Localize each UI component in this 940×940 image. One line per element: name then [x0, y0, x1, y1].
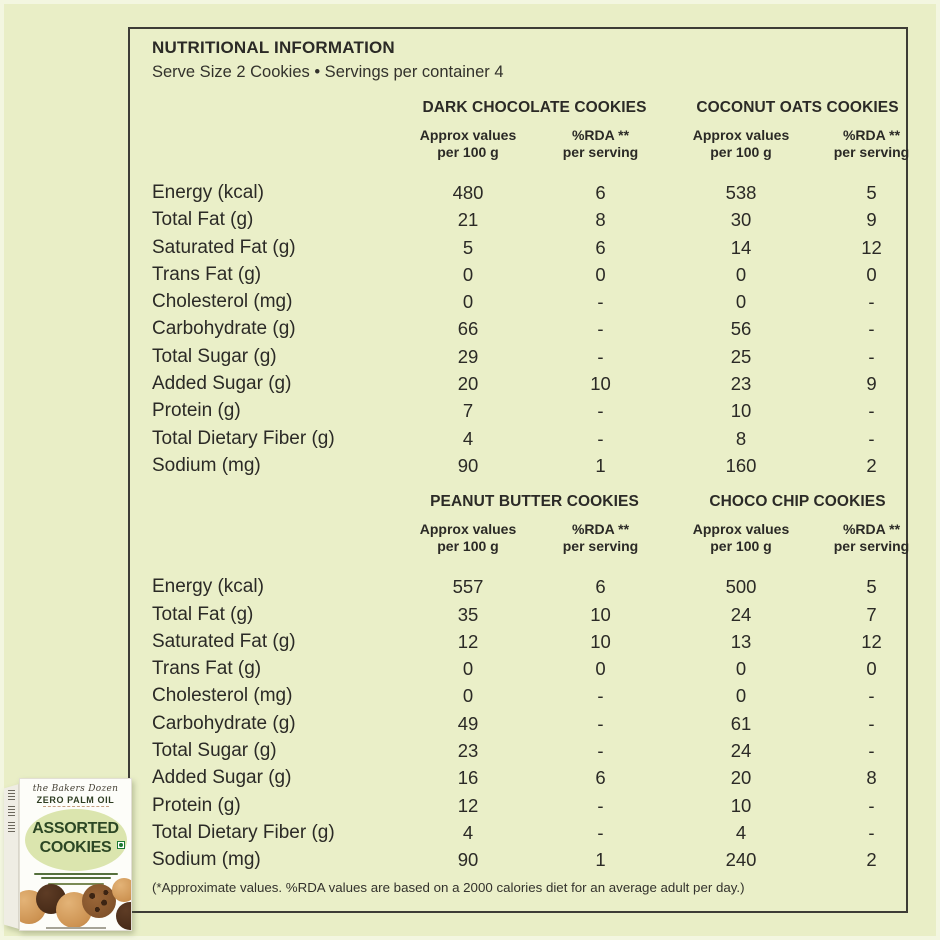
- nutrient-value: 557: [452, 576, 484, 598]
- nutrient-label: Added Sugar (g): [152, 767, 292, 789]
- nutrient-label: Trans Fat (g): [152, 263, 262, 285]
- nutrient-value: 8: [735, 427, 747, 449]
- nutrient-value: 24: [730, 603, 752, 625]
- nutrition-table-bottom: [152, 493, 910, 873]
- nutrient-value: 7: [462, 400, 474, 422]
- column-header-approx: Approx values per 100 g: [419, 521, 517, 555]
- nutrient-label: Trans Fat (g): [152, 658, 262, 680]
- table-row: [152, 179, 906, 206]
- nutrient-value: 16: [457, 767, 479, 789]
- nutrient-value: 240: [725, 849, 757, 871]
- nutrient-value: 14: [730, 236, 752, 258]
- nutrient-value: 0: [462, 658, 474, 680]
- cookie-image: [116, 902, 132, 930]
- brand-logo: the Bakers Dozen: [32, 784, 119, 794]
- table-rows: [152, 179, 906, 479]
- nutrient-value: 0: [735, 263, 747, 285]
- table-row: [152, 288, 906, 315]
- nutrient-label: Protein (g): [152, 400, 241, 422]
- column-header-rda: %RDA ** per serving: [562, 521, 639, 555]
- table-row: [152, 234, 906, 261]
- nutrient-value: 10: [590, 603, 611, 625]
- table-row: [152, 710, 906, 737]
- nutrient-value: 0: [866, 263, 877, 285]
- panel-title: NUTRITIONAL INFORMATION: [152, 38, 395, 57]
- rda-footnote: (*Approximate values. %RDA values are based on a 2000 calories diet for an average adult per day.): [152, 879, 745, 895]
- table-row: [152, 261, 906, 288]
- table-row: [152, 370, 906, 397]
- serving-info: Serve Size 2 Cookies • Servings per container 4: [152, 63, 504, 81]
- nutrient-value: 5: [462, 236, 474, 258]
- nutrient-value: 29: [457, 345, 479, 367]
- column-header-approx: Approx values per 100 g: [692, 127, 790, 160]
- nutrient-value: -: [597, 685, 604, 707]
- nutrient-label: Carbohydrate (g): [152, 712, 296, 734]
- nutrient-value: 12: [861, 236, 882, 258]
- nutrient-value: 10: [730, 794, 752, 816]
- nutrient-value: 9: [866, 209, 877, 231]
- nutrient-value: 4: [462, 427, 474, 449]
- nutrient-value: -: [868, 291, 875, 313]
- nutrient-label: Total Sugar (g): [152, 345, 277, 367]
- nutrient-value: 0: [595, 658, 606, 680]
- table-row: [152, 343, 906, 370]
- nutrient-value: 10: [590, 630, 611, 652]
- nutrient-label: Sodium (mg): [152, 454, 261, 476]
- nutrient-value: -: [597, 712, 604, 734]
- nutrition-table-top: [152, 99, 910, 479]
- cookie-image: [82, 884, 116, 918]
- spine-text-decoration: [8, 790, 15, 800]
- nutrient-value: -: [597, 345, 604, 367]
- nutrient-value: 12: [861, 630, 882, 652]
- nutrient-value: -: [868, 685, 875, 707]
- product-title-badge: [25, 809, 127, 871]
- nutrient-value: -: [597, 427, 604, 449]
- spacer-cell: [152, 521, 402, 555]
- nutrient-value: -: [868, 318, 875, 340]
- nutrient-value: 49: [457, 712, 479, 734]
- table-row: [152, 655, 906, 682]
- product-name-header: CHOCO CHIP COOKIES: [709, 493, 886, 511]
- nutrient-value: -: [597, 821, 604, 843]
- product-name-header: COCONUT OATS COOKIES: [696, 99, 899, 116]
- nutrient-value: -: [597, 400, 604, 422]
- nutrient-value: 0: [735, 685, 747, 707]
- nutrient-value: 480: [452, 182, 484, 203]
- nutrient-value: 66: [457, 318, 479, 340]
- nutrient-value: 90: [457, 454, 479, 476]
- nutrient-value: -: [868, 345, 875, 367]
- nutrient-label: Saturated Fat (g): [152, 236, 296, 258]
- nutrient-value: 0: [735, 291, 747, 313]
- cookie-image: [112, 878, 132, 902]
- table-row: [152, 573, 906, 600]
- nutrient-value: 20: [457, 373, 479, 395]
- column-header-approx: Approx values per 100 g: [419, 127, 517, 160]
- nutrient-value: 35: [457, 603, 479, 625]
- nutrient-value: 10: [730, 400, 752, 422]
- nutrient-label: Total Fat (g): [152, 209, 254, 231]
- table-row: [152, 737, 906, 764]
- nutrient-value: 6: [595, 576, 606, 598]
- table-row: [152, 792, 906, 819]
- nutrient-value: 20: [730, 767, 752, 789]
- nutrient-value: -: [597, 318, 604, 340]
- table-row: [152, 846, 906, 873]
- nutrient-value: 1: [595, 849, 606, 871]
- table-row: [152, 397, 906, 424]
- nutrient-value: -: [868, 712, 875, 734]
- nutrient-value: 2: [866, 849, 877, 871]
- nutrient-value: -: [868, 794, 875, 816]
- box-front-panel: [19, 778, 132, 931]
- nutrient-label: Total Dietary Fiber (g): [152, 821, 335, 843]
- nutrient-value: 25: [730, 345, 752, 367]
- spine-text-decoration: [8, 822, 15, 832]
- table-row: [152, 819, 906, 846]
- nutrient-value: 0: [462, 263, 474, 285]
- nutrient-value: 5: [866, 182, 877, 203]
- nutrient-value: -: [868, 740, 875, 762]
- nutrient-value: 7: [866, 603, 877, 625]
- nutrient-value: 5: [866, 576, 877, 598]
- nutrient-value: 2: [866, 454, 877, 476]
- column-header-approx: Approx values per 100 g: [692, 521, 790, 555]
- spine-text-decoration: [8, 806, 15, 816]
- column-header-rda: %RDA ** per serving: [833, 521, 910, 555]
- nutrient-value: 500: [725, 576, 757, 598]
- column-header-rda: %RDA ** per serving: [562, 127, 639, 160]
- nutrient-label: Protein (g): [152, 794, 241, 816]
- nutrient-label: Energy (kcal): [152, 182, 264, 203]
- nutrient-label: Sodium (mg): [152, 849, 261, 871]
- nutrient-label: Energy (kcal): [152, 576, 264, 598]
- table-row: [152, 601, 906, 628]
- table-row: [152, 425, 906, 452]
- tagline-underline: [43, 806, 109, 807]
- nutrient-value: 1: [595, 454, 606, 476]
- nutrient-value: 0: [462, 291, 474, 313]
- nutrient-label: Total Fat (g): [152, 603, 254, 625]
- product-title-line2: COOKIES: [39, 839, 112, 856]
- product-title-line1: ASSORTED: [32, 820, 119, 837]
- nutrient-value: 21: [457, 209, 479, 231]
- nutrient-value: 23: [457, 740, 479, 762]
- product-name-header: PEANUT BUTTER COOKIES: [430, 493, 639, 511]
- nutrient-value: 61: [730, 712, 752, 734]
- spacer-cell: [152, 493, 402, 511]
- nutrient-value: 4: [735, 821, 747, 843]
- nutrient-value: -: [868, 821, 875, 843]
- nutrient-label: Cholesterol (mg): [152, 685, 293, 707]
- nutrient-value: -: [597, 291, 604, 313]
- nutrient-value: -: [868, 400, 875, 422]
- table-row: [152, 452, 906, 479]
- zero-palm-oil-label: ZERO PALM OIL: [36, 795, 115, 805]
- nutrient-value: 0: [462, 685, 474, 707]
- column-header-rda: %RDA ** per serving: [833, 127, 910, 160]
- nutrient-value: -: [597, 794, 604, 816]
- nutrient-label: Saturated Fat (g): [152, 630, 296, 652]
- nutrient-value: 538: [725, 182, 757, 203]
- product-name-header: DARK CHOCOLATE COOKIES: [422, 99, 647, 116]
- nutrient-value: 13: [730, 630, 752, 652]
- nutrient-value: 160: [725, 454, 757, 476]
- spacer-cell: [152, 127, 402, 161]
- spacer-cell: [152, 99, 402, 117]
- nutrient-value: 12: [457, 794, 479, 816]
- nutrient-label: Total Dietary Fiber (g): [152, 427, 335, 449]
- nutrient-label: Added Sugar (g): [152, 373, 292, 395]
- nutrient-value: 6: [595, 236, 606, 258]
- nutrient-label: Cholesterol (mg): [152, 291, 293, 313]
- nutrient-value: 23: [730, 373, 752, 395]
- product-box-image: [4, 774, 136, 936]
- table-row: [152, 628, 906, 655]
- vegetarian-mark-icon: [117, 841, 125, 849]
- nutrient-value: 56: [730, 318, 752, 340]
- table-row: [152, 206, 906, 233]
- nutrient-value: 6: [595, 182, 606, 203]
- table-row: [152, 315, 906, 342]
- nutrient-value: 0: [735, 658, 747, 680]
- table-row: [152, 682, 906, 709]
- nutrient-value: 4: [462, 821, 474, 843]
- nutrient-value: -: [597, 740, 604, 762]
- nutrient-value: 8: [595, 209, 606, 231]
- nutrient-value: 9: [866, 373, 877, 395]
- nutrition-panel: [128, 27, 908, 913]
- nutrient-value: 90: [457, 849, 479, 871]
- fine-print-decoration: [46, 927, 106, 929]
- box-side-panel: [4, 784, 19, 929]
- nutrient-value: 0: [866, 658, 877, 680]
- nutrient-value: 30: [730, 209, 752, 231]
- nutrient-value: -: [868, 427, 875, 449]
- nutrient-value: 6: [595, 767, 606, 789]
- table-row: [152, 764, 906, 791]
- nutrient-value: 10: [590, 373, 611, 395]
- nutrient-label: Carbohydrate (g): [152, 318, 296, 340]
- nutrient-value: 8: [866, 767, 877, 789]
- nutrient-value: 0: [595, 263, 606, 285]
- nutrient-value: 12: [457, 630, 479, 652]
- table-rows: [152, 573, 906, 873]
- nutrient-label: Total Sugar (g): [152, 740, 277, 762]
- nutrient-value: 24: [730, 740, 752, 762]
- cookie-photos: [20, 874, 132, 926]
